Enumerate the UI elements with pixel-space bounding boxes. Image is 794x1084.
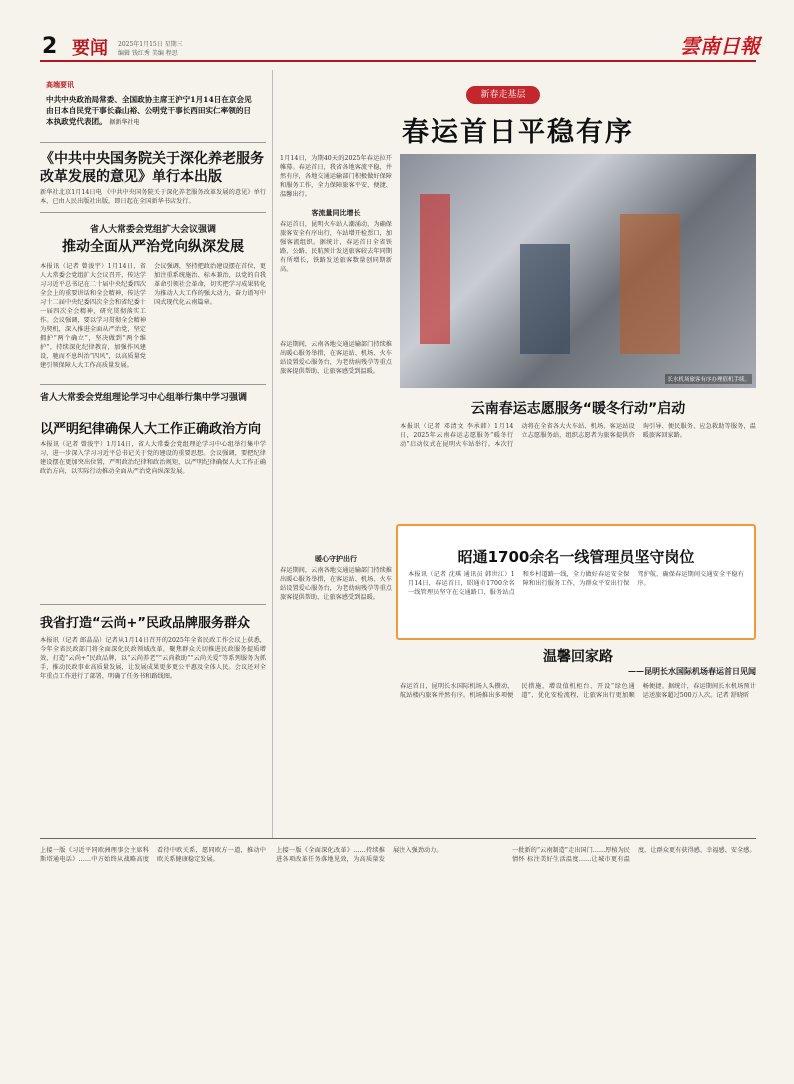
chunyun-body-1-cont: 春运期间，云南各地交通运输部门持续推出暖心服务举措，在客运站、机场、火车站设置爱心服务台，为老幼病残孕等重点旅客提供帮助，让旅客感受到温暖。 bbox=[280, 341, 392, 375]
discipline-kicker: 省人大常委会党组扩大会议强调 bbox=[89, 225, 216, 235]
column-divider bbox=[272, 70, 273, 838]
meeting-headline: 以严明纪律确保人大工作正确政治方向 bbox=[40, 422, 262, 437]
brief-tag: 高端要讯 bbox=[46, 81, 74, 89]
photo-figure bbox=[420, 194, 450, 344]
divider bbox=[40, 142, 266, 143]
zhaotong-body: 本报讯（记者 沈琪 通讯员 韩世江）1月14日，春运首日，昭通市1700余名一线管理员坚守在交通路口、服务站点和乡村道路一线，全力做好春运安全保障和出行服务工作，为群众平安出行保驾护航，确保春运期间交通安全平稳有序。 bbox=[408, 571, 744, 596]
page-header bbox=[0, 0, 794, 62]
winter-headline: 云南春运志愿服务“暖冬行动”启动 bbox=[470, 401, 686, 417]
meeting-body: 本报讯（记者 曾浚宇）1月14日，省人大常委会党组理论学习中心组举行集中学习，进一步深入学习习近平总书记关于党的建设的重要思想。会议强调，要把纪律建设摆在更加突出位置，严明政治纪律和政治规矩，以严明纪律确保人大工作正确政治方向，以实际行动推动全面从严治党向纵深发展。 bbox=[40, 441, 266, 475]
bottom-col-1: 上接一版《习近平同欧洲理事会主席科斯塔通电话》……中方始终从战略高度看待中欧关系，愿同欧方一道，推动中欧关系健康稳定发展。 bbox=[40, 847, 266, 863]
editor-text: 编辑 钱红秀 美编 程思 bbox=[118, 50, 178, 57]
zhaotong-headline: 昭通1700余名一线管理员坚守岗位 bbox=[457, 548, 695, 566]
photo-figure bbox=[520, 244, 570, 354]
chunyun-subhead-1: 客流量同比增长 bbox=[311, 208, 361, 217]
meeting-kicker: 省人大常委会党组理论学习中心组举行集中学习强调 bbox=[40, 393, 248, 403]
policy-body: 新华社北京1月14日电 《中共中央国务院关于深化养老服务改革发展的意见》单行本，已由人民出版社出版，即日起在全国新华书店发行。 bbox=[40, 189, 266, 205]
home-headline: 温馨回家路 bbox=[543, 649, 613, 665]
discipline-headline: 推动全面从严治党向纵深发展 bbox=[62, 239, 244, 255]
bottom-rule bbox=[40, 838, 756, 839]
date-line bbox=[118, 40, 183, 58]
home-body: 春运首日，昆明长水国际机场人头攒动，航站楼内旅客井然有序。机场推出多项便民措施，增设值机柜台、开设“绿色通道”、优化安检流程，让旅客出行更加顺畅便捷。据统计，春运期间长水机场预计运送旅客超过500万人次。记者 舒晓昕 bbox=[400, 683, 756, 699]
brief-body: 中共中央政治局常委、全国政协主席王沪宁1月14日在京会见由日本自民党干事长森山裕、公明党干事长西田实仁率领的日本执政党代表团。 bbox=[46, 95, 252, 126]
policy-headline: 《中共中央国务院关于深化养老服务改革发展的意见》单行本出版 bbox=[40, 151, 264, 185]
date-text: 2025年1月15日 星期三 bbox=[118, 41, 183, 48]
photo-caption: 长水机场旅客有序办理值机手续。 bbox=[665, 374, 752, 384]
paper-logo: 雲南日報 bbox=[680, 34, 760, 58]
section-name: 要闻 bbox=[72, 38, 108, 59]
banner-headline: 春运首日平稳有序 bbox=[402, 117, 634, 148]
brief-text bbox=[46, 94, 258, 128]
brand-headline: 我省打造“云尚+”民政品牌服务群众 bbox=[40, 616, 250, 631]
bottom-col-3: 一批新的“云南制造”走出国门……厚植为民情怀 标注美好生活温度……让城市更有温度，让群众更有获得感、幸福感、安全感。 bbox=[512, 847, 756, 863]
chunyun-lead: 1月14日，为期40天的2025年春运拉开帷幕。春运首日，我省各地客流平稳，井然有序，各地交通运输部门积极做好保障和服务工作，全力保障旅客平安、便捷、温馨出行。 bbox=[280, 155, 392, 198]
chunyun-body-1: 春运首日，昆明火车站人潮涌动，为确保旅客安全有序出行，车站增开检票口，加强客流组织。据统计，春运首日全省铁路、公路、民航预计发送旅客较去年同期有所增长，铁路发送旅客数量创同期新高。 bbox=[280, 221, 392, 273]
divider bbox=[40, 384, 266, 385]
discipline-body-1: 本报讯（记者 曾浚宇）1月14日，省人大常委会党组扩大会议召开，传达学习习近平总书记在二十届中央纪委四次全会上的重要讲话和全会精神，传达学习十二届中央纪委四次全会和省纪委十一届四次全会精神，研究贯彻落实工作。会议强调，要以学习贯彻全会精神为契机，深入推进全面从严治党，坚定拥护“两个确立”，坚决做到“两个维护”，持续深化纪律教育，加强作风建设，驰而不息纠治“四风”，以高质量党建引领保障人大工作高质量发展。 bbox=[40, 263, 146, 369]
chunyun-subhead-2: 暖心守护出行 bbox=[315, 554, 357, 563]
home-subheadline: ——昆明长水国际机场春运首日见闻 bbox=[628, 666, 756, 676]
divider bbox=[40, 604, 266, 605]
divider bbox=[40, 212, 266, 213]
chunyun-body-2: 春运期间，云南各地交通运输部门持续推出暖心服务举措，在客运站、机场、火车站设置爱心服务台，为老幼病残孕等重点旅客提供帮助，让旅客感受到温暖。 bbox=[280, 567, 392, 601]
bottom-col-2: 上接一版《全面深化改革》……持续推进各项改革任务落地见效，为高质量发展注入强劲动力。 bbox=[276, 847, 443, 863]
banner-tag: 新春走基层 bbox=[466, 86, 540, 104]
discipline-body-2: 会议强调，坚持把政治建设摆在首位，更加注重系统施治、标本兼治，以党的自我革命引领社会革命，切实把学习成果转化为推动人大工作的强大动力，奋力谱写中国式现代化云南篇章。 bbox=[154, 263, 266, 306]
highlight-box bbox=[396, 524, 756, 640]
winter-body: 本报讯（记者 邓清文 李承韩）1月14日，2025年云南春运志愿服务“暖冬行动”启动仪式在昆明火车站举行。本次行动将在全省各大火车站、机场、客运站设立志愿服务站，组织志愿者为旅客提供咨询引导、便民服务、应急救助等服务，温暖旅客回家路。 bbox=[400, 423, 756, 448]
photo-figure bbox=[620, 214, 680, 354]
header-rule bbox=[40, 60, 756, 62]
brand-body: 本报讯（记者 郎晶晶）记者从1月14日召开的2025年全省民政工作会议上获悉，今年全省民政部门将全面深化民政领域改革，聚焦群众关切推进民政服务提质增效，打造“云尚+”民政品牌，以“云尚养老”“云尚救助”“云尚关爱”等系列服务为抓手，推动民政事业高质量发展，让发展成果更多更公平惠及全体人民。会议还对全年重点工作进行了部署，明确了任务书和路线图。 bbox=[40, 637, 266, 680]
page-number: 2 bbox=[42, 34, 58, 59]
airport-photo bbox=[400, 154, 756, 388]
brief-source: 据新华社电 bbox=[109, 119, 140, 126]
